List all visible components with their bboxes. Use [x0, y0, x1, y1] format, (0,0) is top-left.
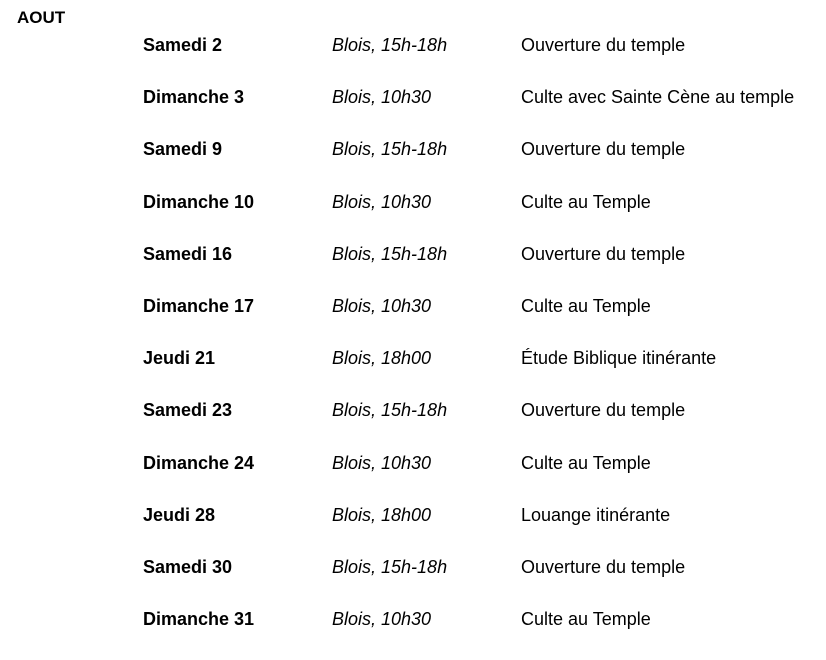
schedule-row — [143, 504, 823, 556]
schedule-event: Étude Biblique itinérante — [521, 348, 717, 369]
schedule-event: Culte au Temple — [521, 191, 651, 212]
schedule-day: Dimanche 17 — [143, 295, 255, 316]
schedule-row — [143, 399, 823, 451]
schedule-day: Jeudi 21 — [143, 348, 216, 369]
schedule-day: Samedi 23 — [143, 400, 233, 421]
schedule-place-time: Blois, 10h30 — [332, 295, 432, 316]
schedule-row — [143, 295, 823, 347]
schedule-place-time: Blois, 15h-18h — [332, 556, 448, 577]
schedule-day: Dimanche 3 — [143, 87, 245, 108]
schedule-event: Ouverture du temple — [521, 243, 686, 264]
schedule-day: Samedi 2 — [143, 35, 223, 55]
schedule-row — [143, 243, 823, 295]
schedule-list — [143, 34, 823, 660]
schedule-place-time: Blois, 10h30 — [332, 609, 432, 630]
schedule-event: Culte au Temple — [521, 452, 651, 473]
schedule-day: Dimanche 10 — [143, 191, 255, 212]
month-title: AOUT — [17, 8, 66, 27]
schedule-row — [143, 347, 823, 399]
schedule-day: Samedi 30 — [143, 556, 233, 577]
schedule-event: Culte avec Sainte Cène au temple — [521, 87, 795, 108]
schedule-event: Ouverture du temple — [521, 35, 686, 55]
schedule-row — [143, 138, 823, 190]
schedule-day: Samedi 9 — [143, 139, 223, 160]
schedule-day: Dimanche 24 — [143, 452, 255, 473]
schedule-event: Culte au Temple — [521, 295, 651, 316]
schedule-event: Ouverture du temple — [521, 139, 686, 160]
schedule-row — [143, 86, 823, 138]
schedule-day: Samedi 16 — [143, 243, 233, 264]
schedule-place-time: Blois, 15h-18h — [332, 35, 448, 55]
schedule-event: Culte au Temple — [521, 609, 651, 630]
schedule-row — [143, 191, 823, 243]
schedule-place-time: Blois, 15h-18h — [332, 400, 448, 421]
schedule-day: Dimanche 31 — [143, 609, 255, 630]
schedule-row — [143, 556, 823, 608]
schedule-event: Ouverture du temple — [521, 400, 686, 421]
schedule-place-time: Blois, 10h30 — [332, 452, 432, 473]
schedule-row — [143, 452, 823, 504]
schedule-place-time: Blois, 18h00 — [332, 348, 432, 369]
schedule-place-time: Blois, 10h30 — [332, 87, 432, 108]
schedule-event: Ouverture du temple — [521, 556, 686, 577]
schedule-place-time: Blois, 10h30 — [332, 191, 432, 212]
schedule-day: Jeudi 28 — [143, 504, 216, 525]
schedule-row — [143, 608, 823, 660]
schedule-place-time: Blois, 15h-18h — [332, 139, 448, 160]
schedule-place-time: Blois, 15h-18h — [332, 243, 448, 264]
schedule-place-time: Blois, 18h00 — [332, 504, 432, 525]
schedule-row — [143, 34, 823, 86]
schedule-event: Louange itinérante — [521, 504, 671, 525]
